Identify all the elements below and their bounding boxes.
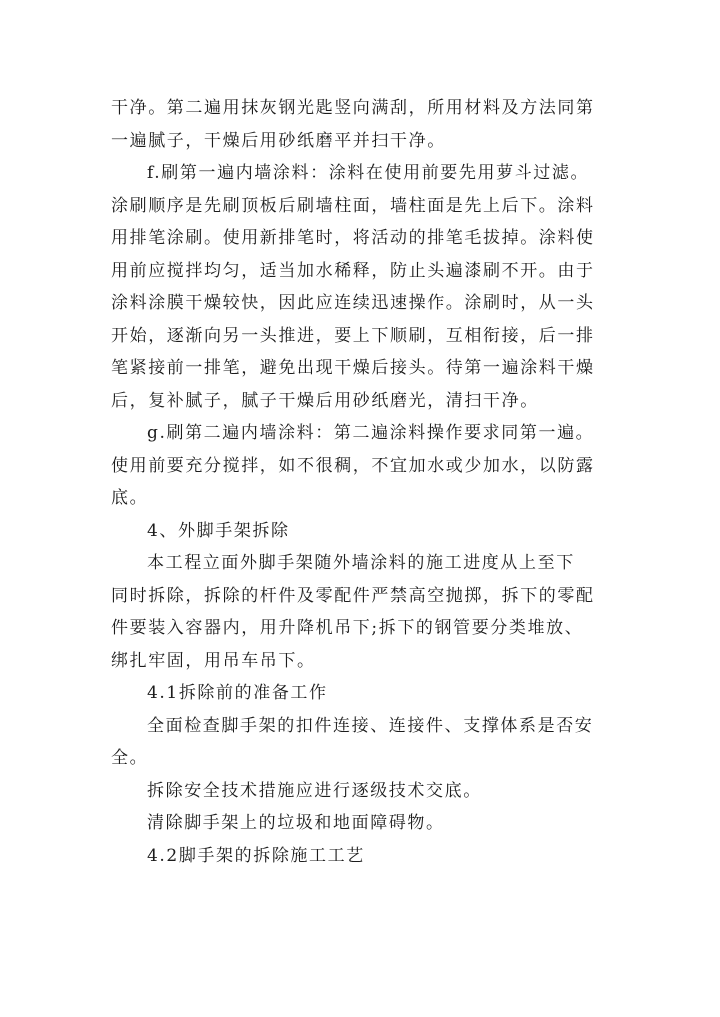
text-line: 4、外脚手架拆除 <box>147 520 290 541</box>
text-line: 开始，逐渐向另一头推进，要上下顺刷，互相衔接，后一排 <box>111 325 595 346</box>
document-body <box>111 92 631 872</box>
text-line: 同时拆除，拆除的杆件及零配件严禁高空抛掷，拆下的零配 <box>111 585 595 606</box>
text-line: 4.1拆除前的准备工作 <box>147 683 328 703</box>
text-line: 件要装入容器内，用升降机吊下;拆下的钢管要分类堆放、 <box>111 618 584 638</box>
text-line: 底。 <box>111 488 149 508</box>
text-line: 全。 <box>111 748 149 768</box>
text-line: 笔紧接前一排笔，避免出现干燥后接头。待第一遍涂料干燥 <box>111 358 595 378</box>
text-line: 拆除安全技术措施应进行逐级技术交底。 <box>147 780 482 801</box>
text-line: 涂刷顺序是先刷顶板后刷墙柱面，墙柱面是先上后下。涂料 <box>111 195 595 216</box>
text-line: 用前应搅拌均匀，适当加水稀释，防止头遍漆刷不开。由于 <box>111 260 595 281</box>
text-line: 使用前要充分搅拌，如不很稠，不宜加水或少加水，以防露 <box>111 455 595 476</box>
text-line: 本工程立面外脚手架随外墙涂料的施工进度从上至下 <box>147 553 575 573</box>
text-line: 涂料涂膜干燥较快，因此应连续迅速操作。涂刷时，从一头 <box>111 293 595 313</box>
text-line: g.刷第二遍内墙涂料：第二遍涂料操作要求同第一遍。 <box>147 423 595 443</box>
text-line: 用排笔涂刷。使用新排笔时，将活动的排笔毛拔掉。涂料使 <box>111 228 595 248</box>
text-line: 清除脚手架上的垃圾和地面障碍物。 <box>147 813 445 833</box>
text-line: 绑扎牢固，用吊车吊下。 <box>111 650 316 671</box>
text-line: 4.2脚手架的拆除施工工艺 <box>147 845 365 866</box>
text-line: f.刷第一遍内墙涂料：涂料在使用前要先用萝斗过滤。 <box>147 163 590 183</box>
text-line: 一遍腻子，干燥后用砂纸磨平并扫干净。 <box>111 130 446 151</box>
text-line: 全面检查脚手架的扣件连接、连接件、支撑体系是否安 <box>147 715 594 736</box>
text-line: 后，复补腻子，腻子干燥后用砂纸磨光，清扫干净。 <box>111 390 539 411</box>
text-line: 干净。第二遍用抹灰钢光匙竖向满刮，所用材料及方法同第 <box>111 98 595 118</box>
